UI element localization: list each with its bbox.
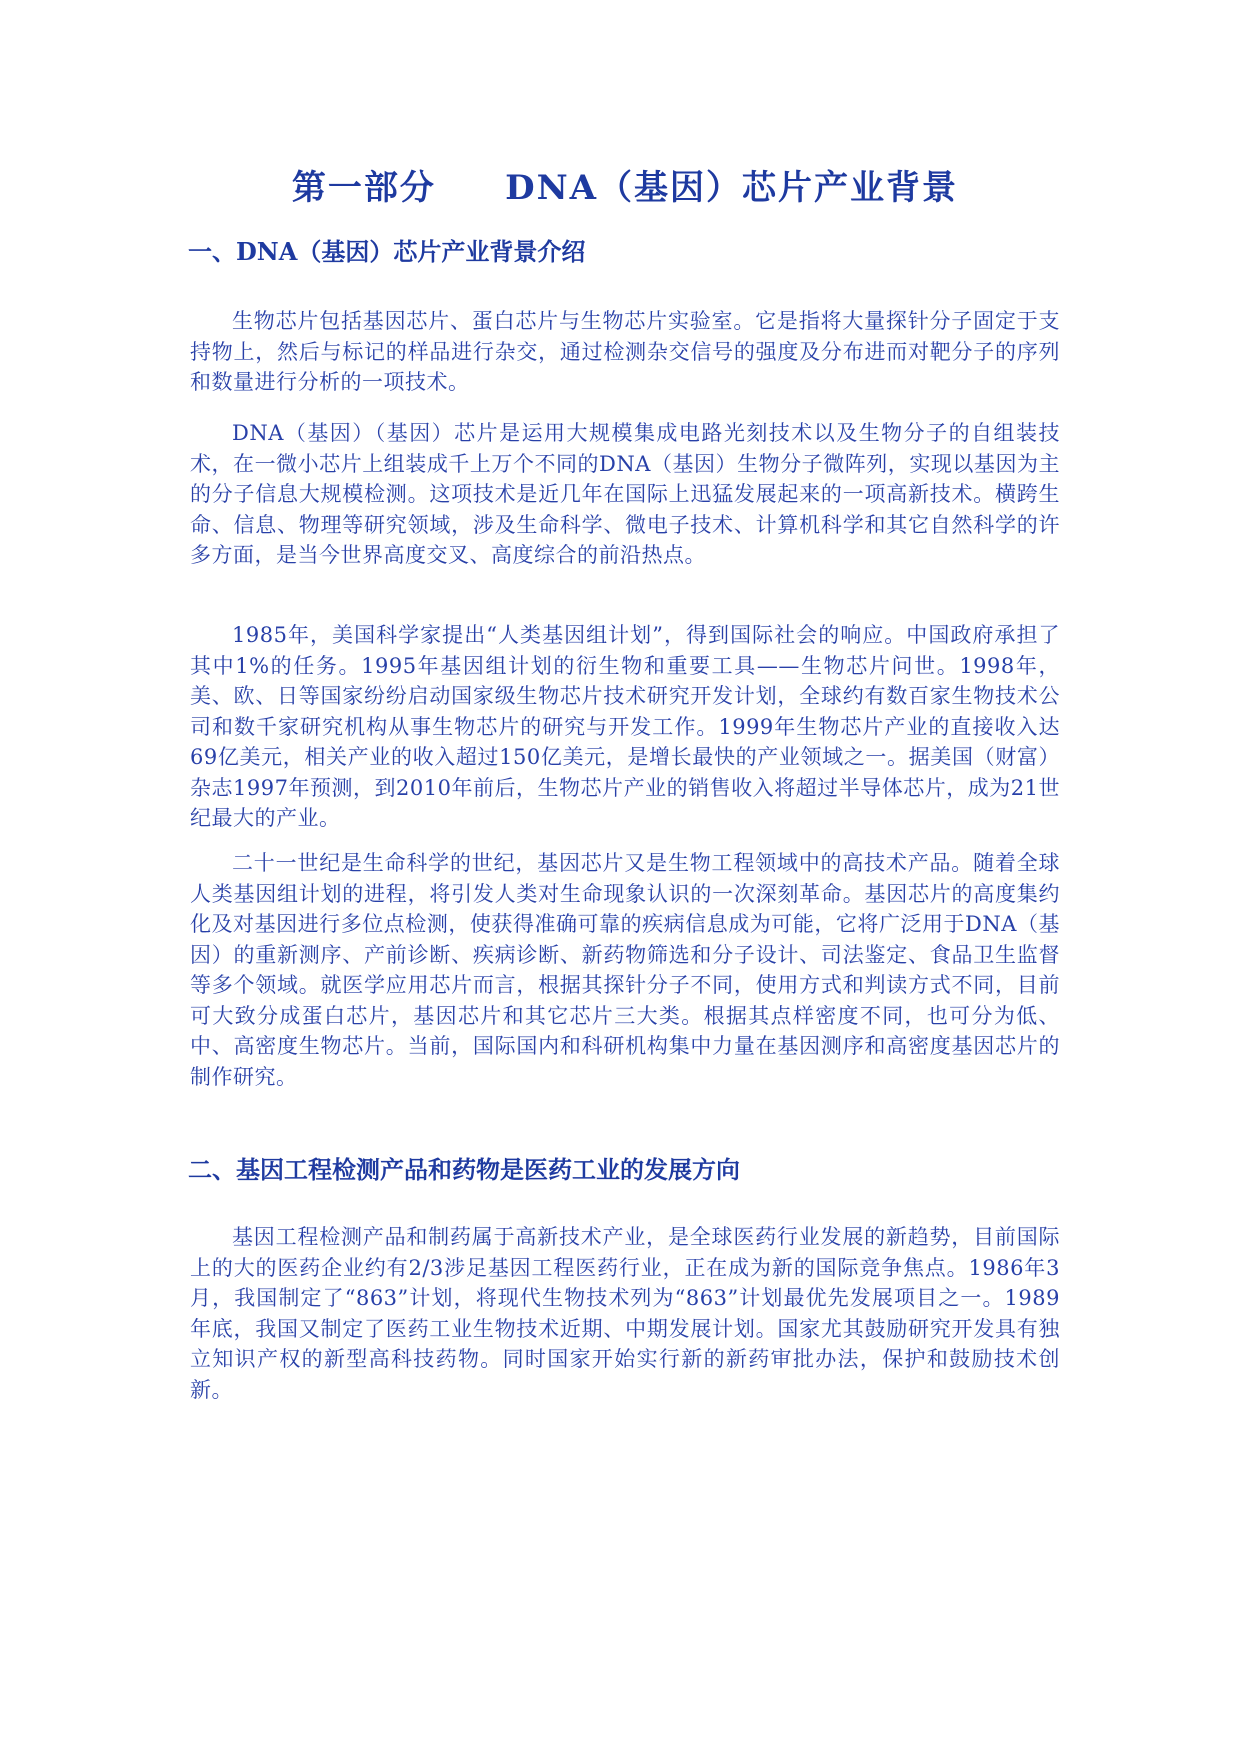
document-page xyxy=(190,0,1060,1754)
paragraph: 生物芯片包括基因芯片、蛋白芯片与生物芯片实验室。它是指将大量探针分子固定于支持物上，然后与标记的样品进行杂交，通过检测杂交信号的强度及分布进而对靶分子的序列和数量进行分析的一项技术。 xyxy=(190,309,1060,394)
paragraph: 二十一世纪是生命科学的世纪，基因芯片又是生物工程领域中的高技术产品。随着全球人类基因组计划的进程，将引发人类对生命现象认识的一次深刻革命。基因芯片的高度集约化及对基因进行多位点检测，使获得准确可靠的疾病信息成为可能，它将广泛用于DNA（基因）的重新测序、产前诊断、疾病诊断、新药物筛选和分子设计、司法鉴定、食品卫生监督等多个领域。就医学应用芯片而言，根据其探针分子不同，使用方式和判读方式不同，目前可大致分成蛋白芯片，基因芯片和其它芯片三大类。根据其点样密度不同，也可分为低、中、高密度生物芯片。当前，国际国内和科研机构集中力量在基因测序和高密度基因芯片的制作研究。 xyxy=(190,851,1060,1089)
paragraph: DNA（基因）（基因）芯片是运用大规模集成电路光刻技术以及生物分子的自组装技术，在一微小芯片上组装成千上万个不同的DNA（基因）生物分子微阵列，实现以基因为主的分子信息大规模检测。这项技术是近几年在国际上迅猛发展起来的一项高新技术。横跨生命、信息、物理等研究领域，涉及生命科学、微电子技术、计算机科学和其它自然科学的许多方面，是当今世界高度交叉、高度综合的前沿热点。 xyxy=(190,421,1060,567)
document-title: 第一部分 DNA（基因）芯片产业背景 xyxy=(291,168,959,208)
section-heading-2: 二、基因工程检测产品和药物是医药工业的发展方向 xyxy=(188,1155,740,1184)
section-heading-1: 一、DNA（基因）芯片产业背景介绍 xyxy=(188,237,586,266)
paragraph: 1985年，美国科学家提出“人类基因组计划”，得到国际社会的响应。中国政府承担了其中1%的任务。1995年基因组计划的衍生物和重要工具——生物芯片问世。1998年，美、欧、日等国家纷纷启动国家级生物芯片技术研究开发计划，全球约有数百家生物技术公司和数千家研究机构从事生物芯片的研究与开发工作。1999年生物芯片产业的直接收入达69亿美元，相关产业的收入超过150亿美元，是增长最快的产业领域之一。据美国（财富）杂志1997年预测，到2010年前后，生物芯片产业的销售收入将超过半导体芯片，成为21世纪最大的产业。 xyxy=(190,623,1060,830)
paragraph: 基因工程检测产品和制药属于高新技术产业，是全球医药行业发展的新趋势，目前国际上的大的医药企业约有2/3涉足基因工程医药行业，正在成为新的国际竞争焦点。1986年3月，我国制定了“863”计划，将现代生物技术列为“863”计划最优先发展项目之一。1989年底，我国又制定了医药工业生物技术近期、中期发展计划。国家尤其鼓励研究开发具有独立知识产权的新型高科技药物。同时国家开始实行新的新药审批办法，保护和鼓励技术创新。 xyxy=(190,1225,1060,1402)
